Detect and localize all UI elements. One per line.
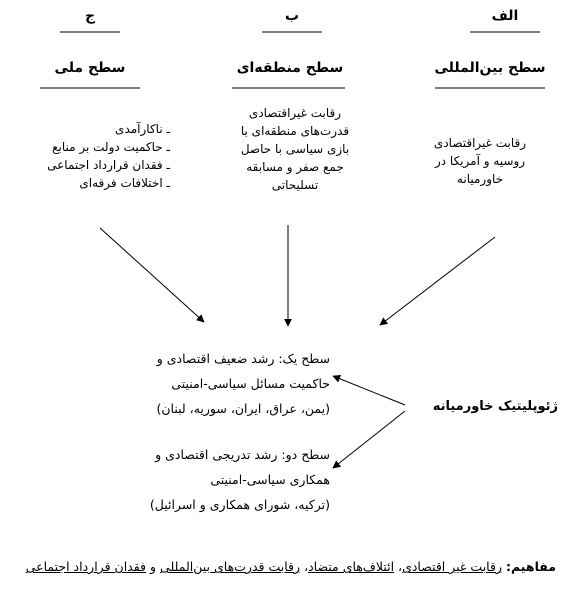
level-two-block — [130, 442, 330, 517]
list-item: ـ اختلافات فرقه‌ای — [79, 176, 170, 190]
text-line: روسیه و آمریکا در — [434, 154, 526, 168]
level-two-line: (ترکیه، شورای همکاری و اسرائیل) — [149, 497, 330, 512]
level-two-line: سطح دو: رشد تدریجی اقتصادی و — [155, 447, 330, 462]
concepts-label: مفاهیم: — [506, 559, 556, 574]
column-letter-alef: الف — [491, 8, 519, 24]
arrow-geopolitics-to-level-one — [333, 376, 405, 405]
level-one-block — [130, 346, 330, 421]
column-letter-jim: ج — [84, 8, 96, 24]
concept-item: رقابت قدرت‌های بین‌المللی — [160, 559, 301, 574]
level-one-line: (یمن، عراق، ایران، سوریه، لبنان) — [156, 401, 330, 416]
separator: ، — [394, 559, 403, 574]
arrow-international-to-level-one — [380, 237, 495, 325]
text-line: رقابت غیراقتصادی — [433, 136, 527, 150]
text-line: رقابت غیراقتصادی — [248, 106, 342, 120]
text-line: تسلیحاتی — [271, 178, 319, 192]
level-one-line: حاکمیت مسائل سیاسی-امنیتی — [171, 376, 330, 391]
regional-description — [225, 104, 365, 194]
concepts-footer — [26, 559, 556, 574]
concept-item: ائتلاف‌های متضاد — [308, 559, 395, 574]
title-regional-level: سطح منطقه‌ای — [236, 60, 344, 76]
text-line: بازی سیاسی با حاصل — [240, 142, 350, 156]
text-line: جمع صفر و مسابقه — [246, 160, 344, 174]
concept-item: فقدان قرارداد اجتماعی — [25, 559, 147, 574]
international-description — [420, 134, 540, 188]
level-one-line: سطح یک: رشد ضعیف اقتصادی و — [156, 351, 330, 366]
list-item: ـ ناکارآمدی — [115, 122, 170, 136]
concept-item: رقابت غیر اقتصادی — [402, 559, 503, 574]
text-line: خاورمیانه — [456, 172, 504, 186]
list-item: ـ حاکمیت دولت بر منابع — [52, 140, 170, 154]
text-line: قدرت‌های منطقه‌ای با — [240, 124, 350, 138]
arrow-national-to-level-one — [100, 228, 204, 322]
national-factors-list — [20, 120, 170, 192]
arrow-geopolitics-to-level-two — [333, 411, 405, 468]
separator: ، — [300, 559, 309, 574]
title-national-level: سطح ملی — [54, 60, 126, 76]
column-letter-be: ب — [284, 8, 300, 24]
conjunction: و — [146, 559, 161, 574]
level-two-line: همکاری سیاسی-امنیتی — [210, 472, 330, 487]
title-international-level: سطح بین‌المللی — [434, 60, 546, 76]
geopolitics-label: ژئوپلیتیک خاورمیانه — [432, 399, 558, 414]
list-item: ـ فقدان قرارداد اجتماعی — [47, 158, 170, 172]
